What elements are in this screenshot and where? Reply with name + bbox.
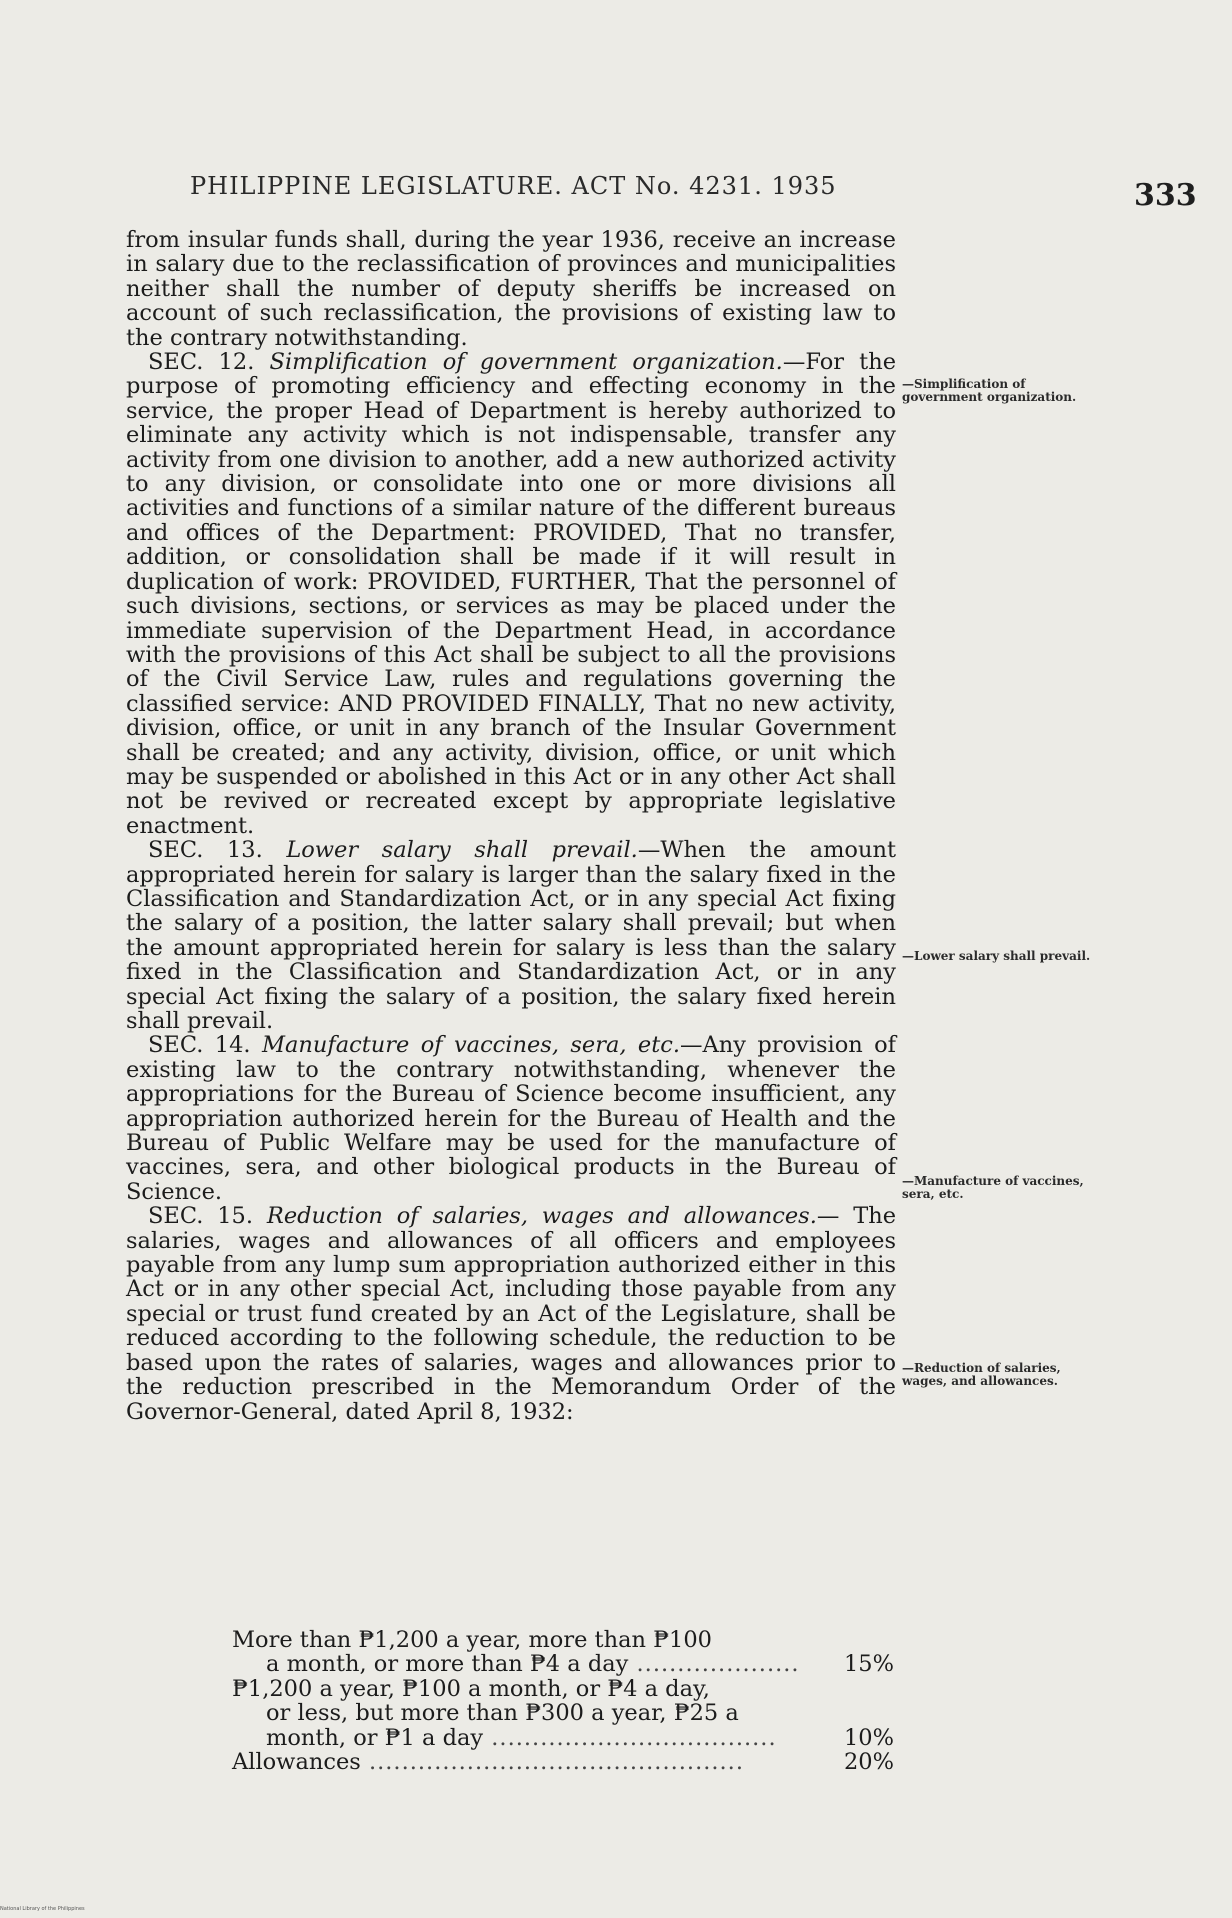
schedule-row-2-line-1: ₱1,200 a year, ₱100 a month, or ₱4 a day, [232, 1675, 710, 1702]
section-12 [126, 350, 896, 838]
section-15-text: — The salaries, wages and allowances of all officers and employees payable from any lump sum appropriation authorized either in this Act or in any other special Act, including those payable from any special or trust fund created by an Act of the Legislature, shall be reduced according to the following schedule, the reduction to be based upon the rates of salaries, wages and allowances prior to the reduction prescribed in the Memorandum Order of the Governor-General, dated April 8, 1932: [126, 1203, 897, 1425]
section-14 [126, 1033, 896, 1204]
reduction-schedule [232, 1628, 912, 1774]
section-12-number: SEC. 12. [148, 349, 255, 376]
section-12-text: —For the purpose of promoting efficiency and effecting economy in the service, the proper Head of Department is hereby authorized to eliminate any activity which is not indispensable, transfer any activity from one division to another, add a new authorized activity to any division, or consolidate into one or more divisions all activities and functions of a similar nature of the different bureaus and offices of the Department: PROVIDED, That no transfer, addition, or consolidation shall be made if it will result in duplication of work: PROVIDED, FURTHER, That the personnel of such divisions, sections, or services as may be placed under the immediate supervision of the Department Head, in accordance with the provisions of this Act shall be subject to all the provisions of the Civil Service Law, rules and regulations governing the classified service: AND PROVIDED FINALLY, That no new activity, division, office, or unit in any branch of the Insular Government shall be created; and any activity, division, office, or unit which may be suspended or abolished in this Act or in any other Act shall not be revived or recreated except by appropriate legislative enactment. [126, 349, 897, 839]
margin-note-sec15: —Reduction of salaries, wages, and allowances. [902, 1361, 1061, 1388]
dot-leader: ................................... [483, 1724, 777, 1751]
section-15 [126, 1204, 896, 1424]
schedule-row-1-line-2: a month, or more than ₱4 a day [266, 1651, 629, 1678]
schedule-row-2-line-2: or less, but more than ₱300 a year, ₱25 a [266, 1700, 739, 1727]
margin-note-sec12: —Simplification of government organization. [902, 377, 1077, 404]
section-13 [126, 838, 896, 1033]
section-13-number: SEC. 13. [148, 837, 263, 864]
footer-attribution: National Library of the Philippines [0, 1906, 85, 1912]
schedule-row-1-line-1: More than ₱1,200 a year, more than ₱100 [232, 1627, 712, 1653]
schedule-row [232, 1750, 912, 1774]
section-14-text: —Any provision of existing law to the contrary notwithstanding, whenever the appropriations for the Bureau of Science become insufficient, any appropriation authorized herein for the Bureau of Health and the Bureau of Public Welfare may be used for the manufacture of vaccines, sera, and other biological products in the Bureau of Science. [126, 1032, 896, 1205]
running-head: PHILIPPINE LEGISLATURE. ACT No. 4231. 1935 [190, 172, 837, 200]
section-14-number: SEC. 14. [148, 1032, 251, 1059]
schedule-rate: 20% [843, 1749, 894, 1776]
section-13-text: —When the amount appropriated herein for salary is larger than the salary fixed in the Classification and Standardization Act, or in any special Act fixing the salary of a position, the latter salary shall prevail; but when the amount appropriated herein for salary is less than the salary fixed in the Classification and Standardization Act, or in any special Act fixing the salary of a position, the salary fixed herein shall prevail. [126, 837, 897, 1034]
section-12-title: Simplification of government organization. [269, 349, 783, 376]
schedule-row [232, 1628, 912, 1677]
schedule-row-2-line-3: month, or ₱1 a day [266, 1724, 484, 1751]
body-text [126, 228, 896, 1424]
section-14-title: Manufacture of vaccines, sera, etc. [261, 1032, 681, 1059]
schedule-row [232, 1677, 912, 1750]
margin-note-sec13: —Lower salary shall prevail. [902, 949, 1091, 963]
paragraph-continuation: from insular funds shall, during the year 1936, receive an increase in salary due to the reclassification of provinces and municipalities neither shall the number of deputy sheriffs be increased on account of such reclassification, the provisions of existing law to the contrary notwithstanding. [126, 227, 896, 351]
schedule-rate: 10% [843, 1724, 894, 1751]
dot-leader: .................... [628, 1651, 800, 1678]
schedule-rate: 15% [843, 1651, 894, 1678]
dot-leader: .............................................. [360, 1749, 744, 1776]
schedule-row-3-line-1: Allowances [232, 1749, 361, 1776]
section-15-title: Reduction of salaries, wages and allowances. [266, 1203, 817, 1230]
margin-note-sec14: —Manufacture of vaccines, sera, etc. [902, 1174, 1084, 1201]
section-15-number: SEC. 15. [148, 1203, 254, 1230]
page-number: 333 [1134, 178, 1197, 213]
section-13-title: Lower salary shall prevail. [286, 837, 638, 864]
